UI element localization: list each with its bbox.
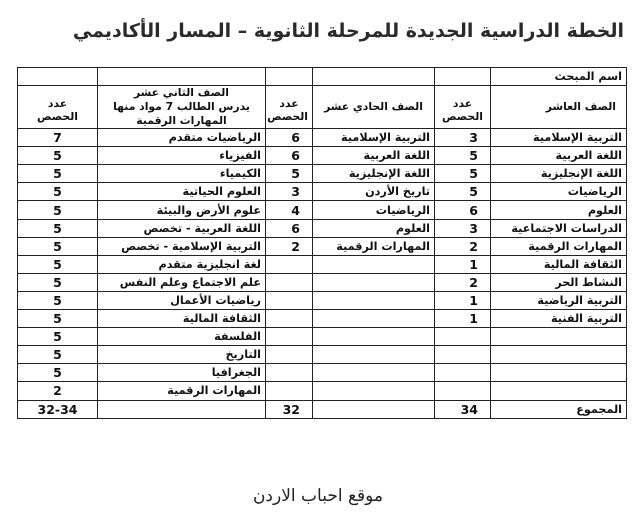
grade11-periods: 6 [266,129,313,147]
grade12-periods: 5 [18,364,98,382]
grade12-periods: 5 [18,201,98,219]
total-grade11: 32 [266,400,313,418]
grade10-subject: التربية الإسلامية [491,129,627,147]
grade12-subject: التاريخ [98,346,266,364]
grade10-periods: 5 [435,147,491,165]
grade11-periods [266,310,313,328]
grade11-subject [313,255,435,273]
grade10-periods: 1 [435,291,491,309]
grade12-periods: 5 [18,328,98,346]
table-row [18,273,627,291]
grade11-subject: التربية الإسلامية [313,129,435,147]
table-row [18,201,627,219]
grade12-periods: 7 [18,129,98,147]
table-row [18,237,627,255]
grade10-periods [435,346,491,364]
grade11-subject [313,273,435,291]
grade10-subject: المهارات الرقمية [491,237,627,255]
grade11-subject: الرياضيات [313,201,435,219]
grade12-periods: 5 [18,255,98,273]
grade12-subject: الجغرافيا [98,364,266,382]
page-title: الخطة الدراسية الجديدة للمرحلة الثانوية – المسار الأكاديمي [72,20,624,42]
grade10-subject: التربية الفنية [491,310,627,328]
site-footer: موقع احباب الاردن [252,486,384,506]
grade10-periods [435,328,491,346]
grade10-subject: اللغة الإنجليزية [491,165,627,183]
total-grade10: 34 [435,400,491,418]
grade10-periods: 3 [435,129,491,147]
header-row [18,68,627,86]
grade12-periods: 5 [18,237,98,255]
grade11-periods [266,291,313,309]
grade11-subject [313,328,435,346]
total-grade12: 32-34 [18,400,98,418]
table-row [18,382,627,400]
table-row [18,165,627,183]
grade11-subject [313,382,435,400]
grade12-subject: المهارات الرقمية [98,382,266,400]
grade12-subject: الكيمياء [98,165,266,183]
grade10-periods: 5 [435,165,491,183]
grade11-subject: المهارات الرقمية [313,237,435,255]
grade10-periods: 1 [435,310,491,328]
grade12-subject: علم الاجتماع وعلم النفس [98,273,266,291]
grade11-periods [266,346,313,364]
table-row [18,183,627,201]
grade10-periods: 5 [435,183,491,201]
periods-header-10: عدد الحصص [435,86,491,129]
grade12-subject: علوم الأرض والبيئة [98,201,266,219]
table-row [18,310,627,328]
grade11-periods [266,273,313,291]
subject-header: اسم المبحث [491,68,627,86]
grade12-periods: 5 [18,165,98,183]
grade11-periods [266,382,313,400]
grade11-subject [313,364,435,382]
grade10-header: الصف العاشر [491,86,627,129]
grade11-periods: 4 [266,201,313,219]
grade12-header: الصف الثاني عشر يدرس الطالب 7 مواد منها المهارات الرقمية [98,86,266,129]
grade10-periods: 3 [435,219,491,237]
grade12-subject: العلوم الحياتية [98,183,266,201]
grade10-subject: الرياضيات [491,183,627,201]
grade11-periods: 6 [266,147,313,165]
grade12-subject: الفيزياء [98,147,266,165]
grade10-periods: 1 [435,255,491,273]
table-row [18,328,627,346]
table-row [18,219,627,237]
grade10-subject [491,364,627,382]
grade12-periods: 5 [18,346,98,364]
grade12-subject: لغة انجليزية متقدم [98,255,266,273]
grade12-periods: 5 [18,147,98,165]
table-row [18,346,627,364]
grade12-periods: 5 [18,291,98,309]
grade11-periods: 3 [266,183,313,201]
grade12-periods: 5 [18,183,98,201]
grade11-subject: تاريخ الأردن [313,183,435,201]
grade11-subject: اللغة الإنجليزية [313,165,435,183]
grade10-periods: 6 [435,201,491,219]
study-plan-table [17,67,627,419]
grade10-periods [435,382,491,400]
subject-rows [18,129,627,400]
grade10-periods: 2 [435,273,491,291]
grade11-subject [313,291,435,309]
grade11-subject [313,346,435,364]
grade10-subject [491,328,627,346]
grade11-subject: اللغة العربية [313,147,435,165]
table-row [18,147,627,165]
total-label: المجموع [491,400,627,418]
table-row [18,255,627,273]
grade11-subject [313,310,435,328]
periods-header-12: عدد الحصص [18,86,98,129]
grade12-subject: اللغة العربية - تخصص [98,219,266,237]
grade11-periods [266,328,313,346]
grade10-subject: العلوم [491,201,627,219]
grade12-subject: الرياضيات متقدم [98,129,266,147]
table-row [18,291,627,309]
grade11-subject: العلوم [313,219,435,237]
grade10-subject [491,382,627,400]
table-row [18,364,627,382]
grade12-subject: رياضيات الأعمال [98,291,266,309]
grade11-periods: 6 [266,219,313,237]
grade12-periods: 5 [18,273,98,291]
grade-header-row [18,86,627,129]
grade11-periods [266,255,313,273]
grade12-periods: 5 [18,219,98,237]
grade12-subject: الفلسفة [98,328,266,346]
grade12-periods: 2 [18,382,98,400]
grade10-periods: 2 [435,237,491,255]
total-row [18,400,627,418]
grade10-subject: اللغة العربية [491,147,627,165]
grade10-subject [491,346,627,364]
grade11-periods [266,364,313,382]
grade12-periods: 5 [18,310,98,328]
periods-header-11: عدد الحصص [266,86,313,129]
grade11-periods: 2 [266,237,313,255]
grade11-header: الصف الحادي عشر [313,86,435,129]
grade10-subject: التربية الرياضية [491,291,627,309]
grade10-subject: الثقافة المالية [491,255,627,273]
grade10-periods [435,364,491,382]
grade11-periods: 5 [266,165,313,183]
grade12-subject: التربية الإسلامية - تخصص [98,237,266,255]
grade10-subject: الدراسات الاجتماعية [491,219,627,237]
grade10-subject: النشاط الحر [491,273,627,291]
grade12-subject: الثقافة المالية [98,310,266,328]
table-row [18,129,627,147]
